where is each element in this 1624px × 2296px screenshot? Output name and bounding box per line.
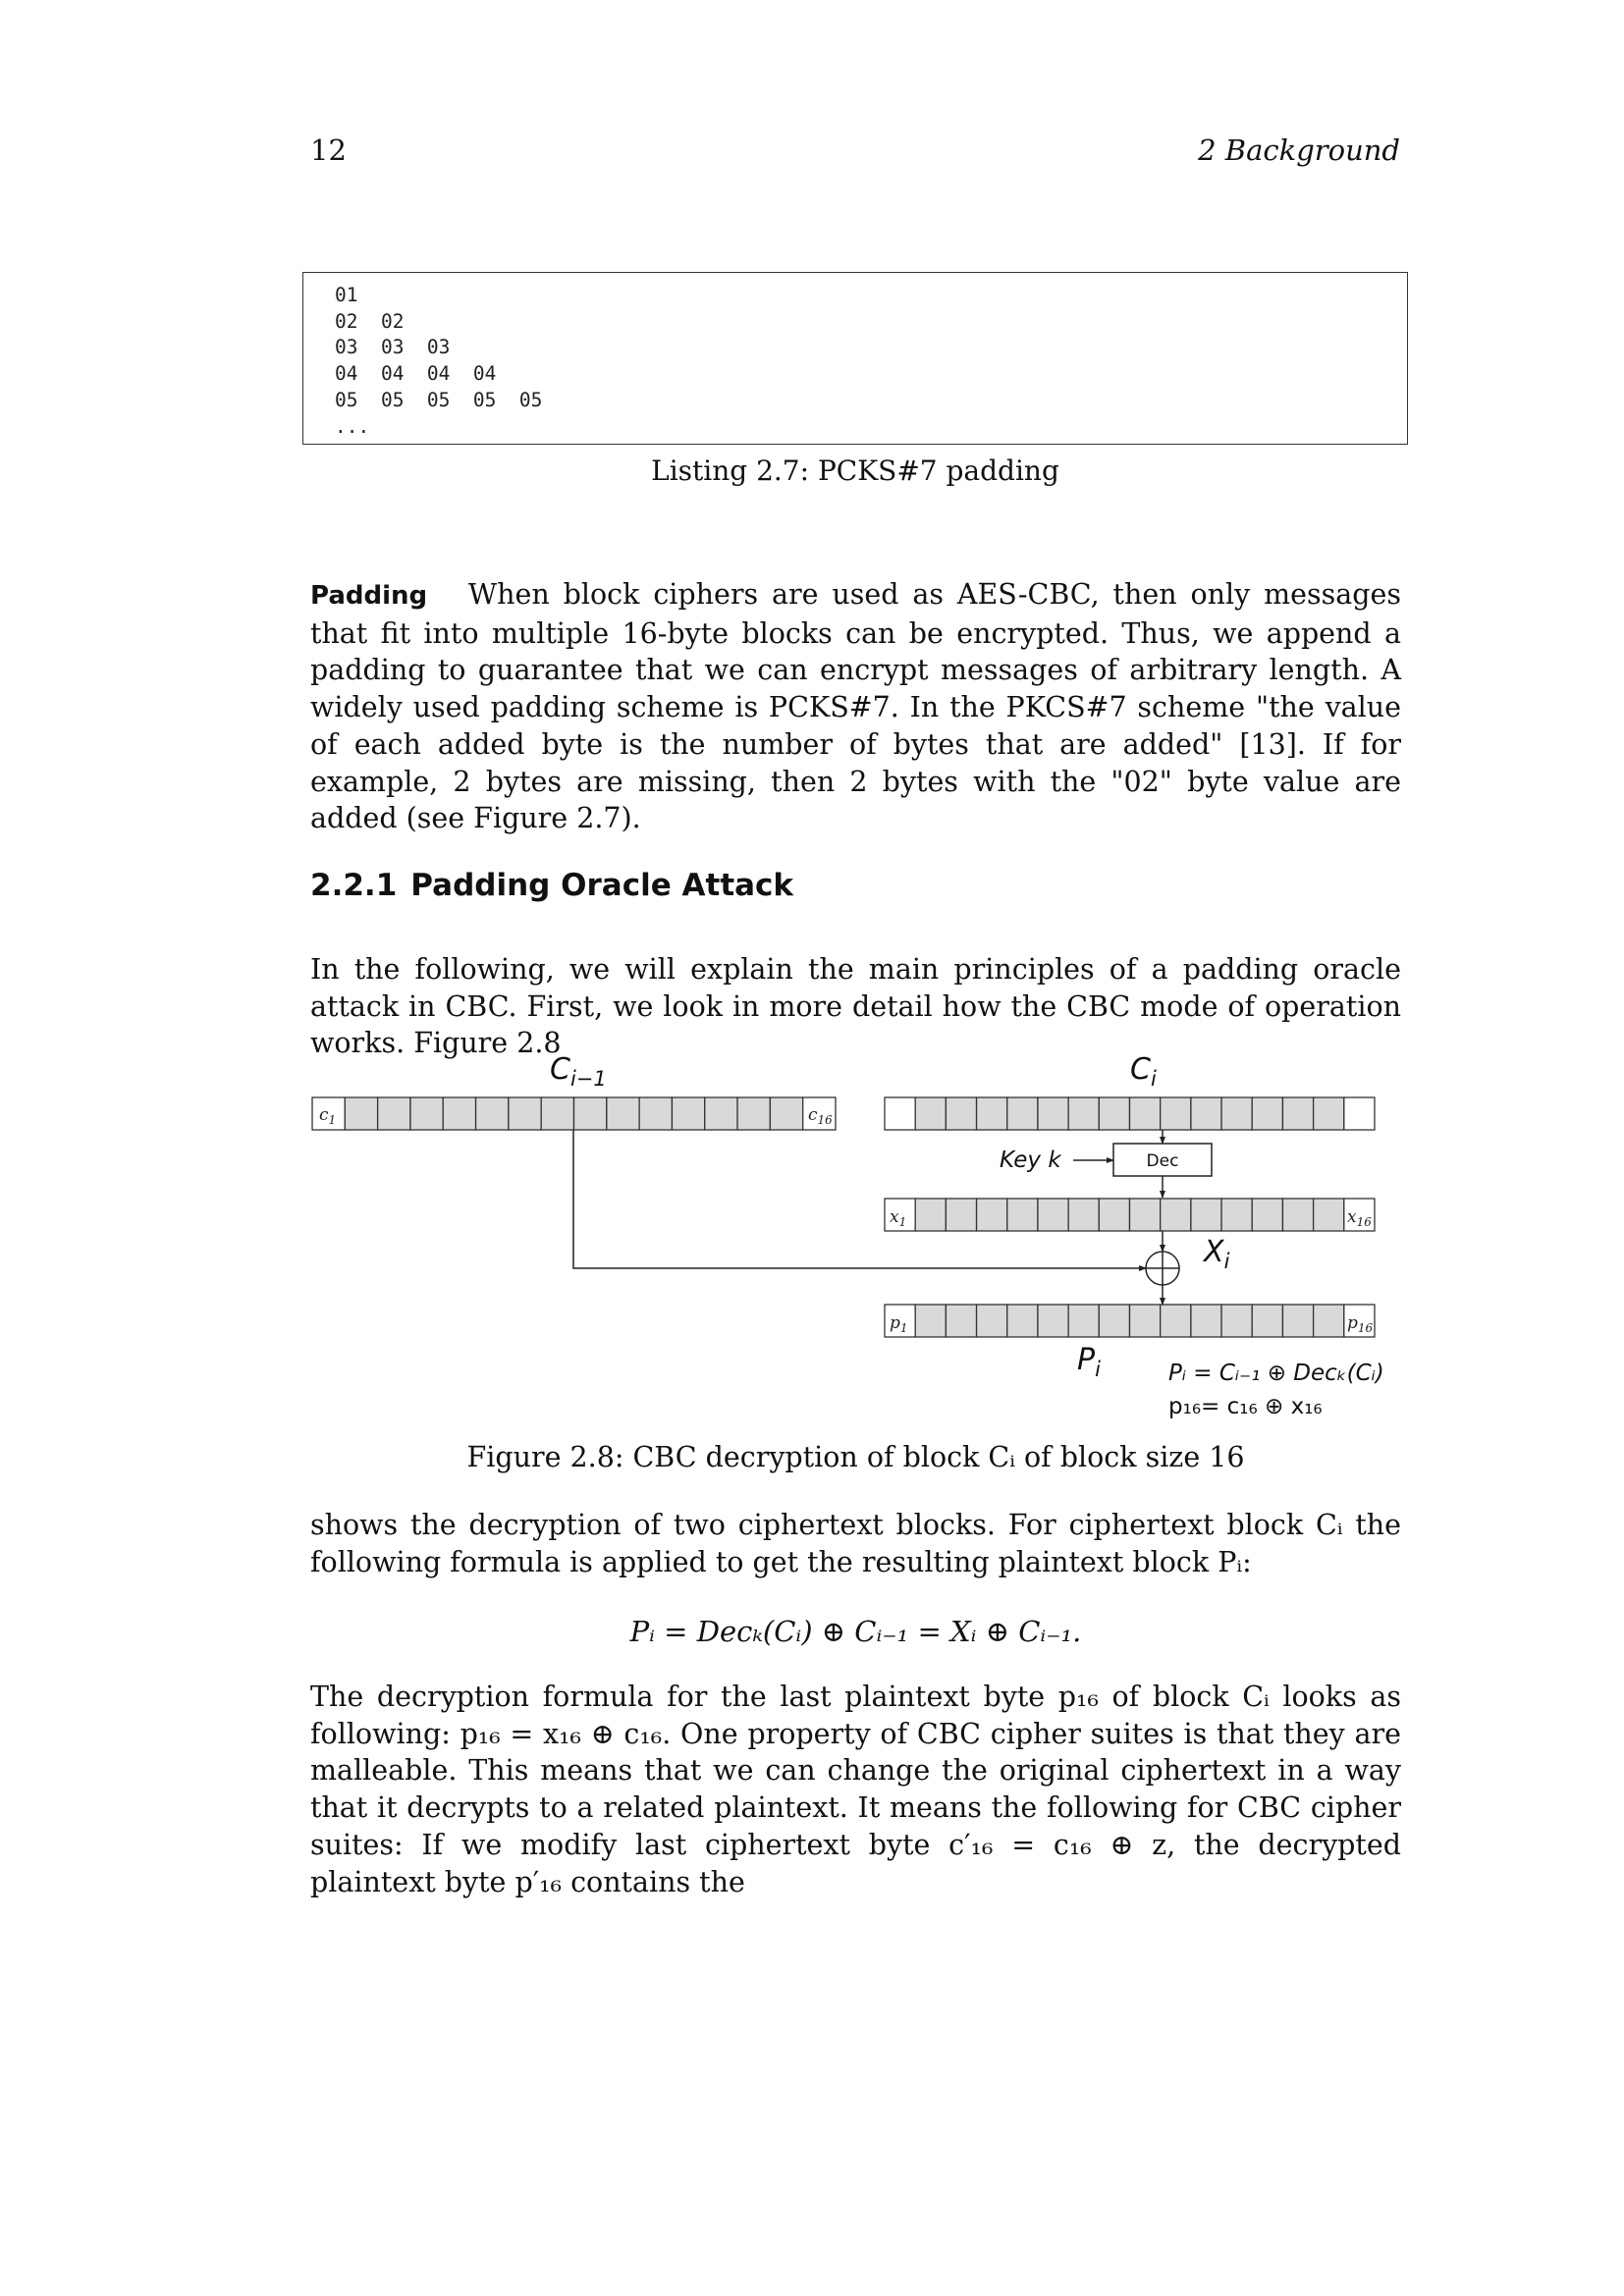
block-cell (1191, 1305, 1221, 1337)
block-cell (1191, 1097, 1221, 1130)
label-p1: $p_1$ (890, 1313, 908, 1335)
paragraph-runin-heading: Padding (310, 581, 428, 611)
page-number: 12 (310, 133, 347, 167)
block-cell (885, 1097, 915, 1130)
block-cell (705, 1097, 737, 1130)
block-cell (1344, 1097, 1375, 1130)
block-cell (443, 1097, 475, 1130)
plaintext-block (885, 1305, 1375, 1337)
label-cur-block: $C_i$ (1130, 1052, 1157, 1091)
block-cell (1314, 1305, 1344, 1337)
block-cell (1038, 1097, 1068, 1130)
label-p16: $p_{16}$ (1347, 1313, 1374, 1335)
block-cell (977, 1199, 1007, 1231)
block-cell (915, 1305, 946, 1337)
figure-caption: Figure 2.8: CBC decryption of block Cᵢ of block size 16 (466, 1441, 1245, 1473)
formula-line-2: p₁₆= c₁₆ ⊕ x₁₆ (1168, 1394, 1323, 1419)
block-cell (1161, 1097, 1191, 1130)
block-cell (1068, 1305, 1099, 1337)
ciphertext-block-current (885, 1097, 1375, 1130)
block-cell (1221, 1097, 1252, 1130)
block-cell (1007, 1097, 1038, 1130)
block-cell (977, 1305, 1007, 1337)
label-c1: $c_1$ (319, 1105, 337, 1127)
block-cell (1252, 1097, 1282, 1130)
block-cell (1314, 1097, 1344, 1130)
label-prev-block: $C_{i-1}$ (550, 1052, 607, 1091)
listing-line: 05 05 05 05 05 (335, 388, 543, 411)
block-cell (946, 1305, 976, 1337)
malleability-paragraph: The decryption formula for the last plaintext byte p₁₆ of block Cᵢ looks as following: p₁₆ = x₁₆ ⊕ c₁₆. One property of CBC cipher suites is that they are malleable. This means that we can change the original ciphertext in a way that it decrypts to a related plaintext. It means the following for CBC cipher suites: If we modify last ciphertext byte c′₁₆ = c₁₆ ⊕ z, the decrypted plaintext byte p′₁₆ contains the (310, 1681, 1401, 1898)
section-number: 2.2.1 (310, 868, 398, 903)
block-cell (946, 1199, 976, 1231)
intro-paragraph: In the following, we will explain the main principles of a padding oracle attack in CBC. First, we look in more detail how the CBC mode of operation works. Figure 2.8 (310, 953, 1401, 1060)
block-cell (1221, 1305, 1252, 1337)
block-cell (1130, 1199, 1161, 1231)
block-cell (1007, 1199, 1038, 1231)
decryption-equation: Pᵢ = Decₖ(Cᵢ) ⊕ Cᵢ₋₁ = Xᵢ ⊕ Cᵢ₋₁. (629, 1615, 1082, 1648)
block-cell (672, 1097, 704, 1130)
section-title: Padding Oracle Attack (410, 868, 794, 903)
block-cell (915, 1097, 946, 1130)
block-cell (1130, 1097, 1161, 1130)
listing-line: 04 04 04 04 (335, 362, 497, 386)
block-cell (378, 1097, 410, 1130)
block-cell (1191, 1199, 1221, 1231)
xor-icon (1146, 1252, 1179, 1285)
block-cell (1099, 1199, 1129, 1231)
label-key: Key k (1000, 1148, 1061, 1173)
block-cell (1038, 1199, 1068, 1231)
block-cell (476, 1097, 509, 1130)
block-cell (1007, 1305, 1038, 1337)
block-cell (1068, 1097, 1099, 1130)
label-x16: $x_{16}$ (1347, 1207, 1372, 1229)
listing-line: 02 02 (335, 309, 405, 333)
block-cell (1161, 1305, 1191, 1337)
block-cell (639, 1097, 672, 1130)
block-cell (607, 1097, 639, 1130)
block-cell (1221, 1199, 1252, 1231)
label-c16: $c_{16}$ (808, 1105, 833, 1127)
label-x1: $x_1$ (890, 1207, 907, 1229)
ciphertext-block-prev (312, 1097, 836, 1130)
decrypt-paragraph: shows the decryption of two ciphertext blocks. For ciphertext block Cᵢ the following formula is applied to get the resulting plaintext block Pᵢ: (310, 1509, 1401, 1578)
padding-paragraph-text: When block ciphers are used as AES-CBC, then only messages that fit into multiple 16-byte blocks can be encrypted. Thus, we append a padding to guarantee that we can encrypt messages of arbitrary length. A widely used padding scheme is PCKS#7. In the PKCS#7 scheme "the value of each added byte is the number of bytes that are added" [13]. If for example, 2 bytes are missing, then 2 bytes with the "02" byte value are added (see Figure 2.7). (310, 578, 1401, 835)
block-cell (345, 1097, 377, 1130)
block-cell (574, 1097, 607, 1130)
block-cell (946, 1097, 976, 1130)
block-cell (1282, 1305, 1313, 1337)
block-cell (1252, 1199, 1282, 1231)
block-cell (1130, 1305, 1161, 1337)
running-head: 2 Background (1198, 133, 1400, 167)
listing-line: 03 03 03 (335, 336, 451, 359)
block-cell (1314, 1199, 1344, 1231)
block-cell (1161, 1199, 1191, 1231)
block-cell (770, 1097, 802, 1130)
block-cell (1282, 1097, 1313, 1130)
block-cell (977, 1097, 1007, 1130)
block-cell (915, 1199, 946, 1231)
block-cell (1068, 1199, 1099, 1231)
listing-line: 01 (335, 284, 358, 306)
block-cell (737, 1097, 770, 1130)
intermediate-block (885, 1199, 1375, 1231)
block-cell (1099, 1305, 1129, 1337)
block-cell (1099, 1097, 1129, 1130)
block-cell (541, 1097, 573, 1130)
block-cell (1252, 1305, 1282, 1337)
block-cell (1038, 1305, 1068, 1337)
label-xi: $X_i$ (1204, 1235, 1230, 1273)
formula-line-1: Pᵢ = Cᵢ₋₁ ⊕ Decₖ(Cᵢ) (1168, 1361, 1384, 1386)
label-pi: $P_i$ (1077, 1343, 1101, 1381)
label-dec: Dec (1146, 1151, 1179, 1171)
block-cell (410, 1097, 443, 1130)
block-cell (1282, 1199, 1313, 1231)
listing-line: ... (335, 414, 370, 438)
listing-caption: Listing 2.7: PCKS#7 padding (651, 454, 1059, 487)
block-cell (509, 1097, 541, 1130)
